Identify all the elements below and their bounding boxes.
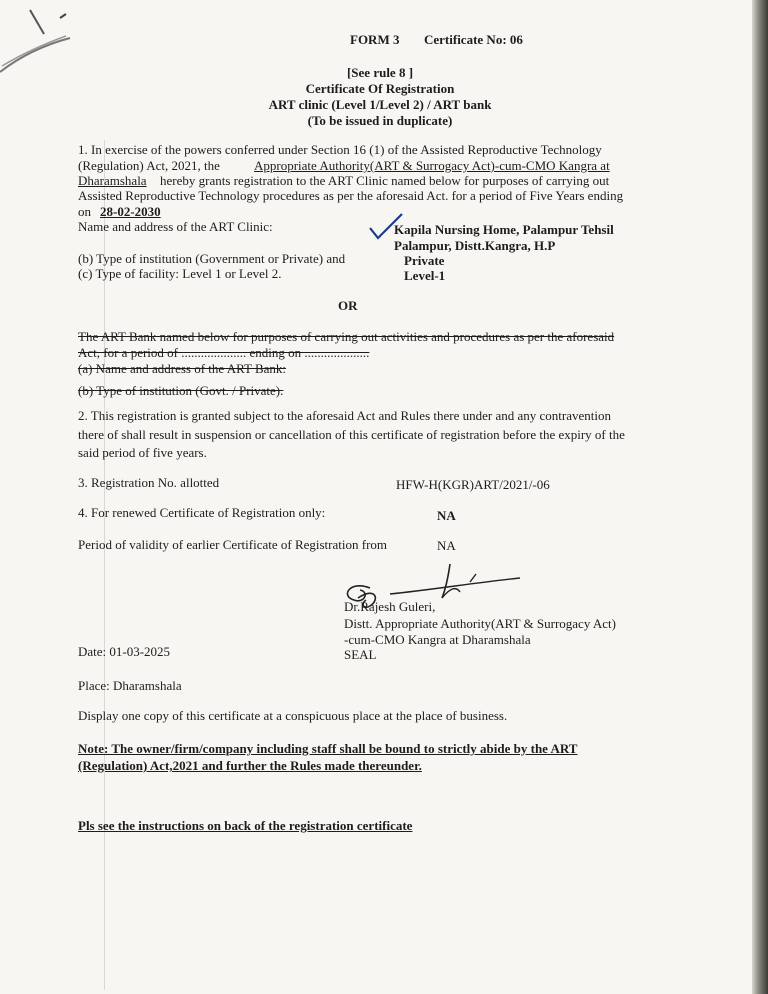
registration-label: 3. Registration No. allotted [78, 475, 220, 490]
appropriate-authority: Appropriate Authority(ART & Surrogacy Act)-cum-CMO Kangra at [254, 158, 610, 173]
issue-place: Place: Dharamshala [78, 678, 182, 693]
staple-mark-icon [0, 0, 90, 90]
scan-edge [752, 0, 768, 994]
para1-line4: Assisted Reproductive Technology procedures as per the aforesaid Act. for a period of Five Years ending [78, 188, 624, 203]
para2-line2: there of shall result in suspension or cancellation of this certificate of registration before the expiry of the [78, 427, 625, 442]
or-label: OR [338, 298, 358, 313]
para1-line5a: on [78, 204, 91, 219]
para1-line2a: (Regulation) Act, 2021, the [78, 158, 220, 173]
signatory-name: Dr.Rajesh Guleri, [344, 599, 436, 614]
art-bank-line1: The ART Bank named below for purposes of carrying out activities and procedures as per the aforesaid [78, 329, 615, 344]
facility-type-value: Level-1 [404, 268, 446, 283]
signatory-office: -cum-CMO Kangra at Dharamshala [344, 632, 531, 647]
para2-line1: 2. This registration is granted subject to the aforesaid Act and Rules there under and any contravention [78, 408, 611, 423]
validity-value: NA [437, 538, 456, 553]
para2-line3: said period of five years. [78, 445, 207, 460]
art-bank-line2: Act, for a period of .................... ending on .................... [78, 345, 370, 360]
certificate-title: Certificate Of Registration [305, 81, 455, 96]
rule-reference: [See rule 8 ] [346, 65, 414, 80]
renewal-label: 4. For renewed Certificate of Registration only: [78, 505, 326, 520]
art-bank-line3: (a) Name and address of the ART Bank: [78, 361, 287, 376]
clinic-name-label: Name and address of the ART Clinic: [78, 219, 273, 234]
duplicate-note: (To be issued in duplicate) [307, 113, 453, 128]
institution-type-value: Private [404, 253, 445, 268]
clinic-name-line1: Kapila Nursing Home, Palampur Tehsil [394, 222, 614, 237]
registration-number: HFW-H(KGR)ART/2021/-06 [396, 477, 550, 492]
end-date: 28-02-2030 [100, 204, 161, 219]
form-label: FORM 3 [350, 32, 400, 47]
back-instructions-note: Pls see the instructions on back of the registration certificate [78, 818, 413, 833]
note-line1: Note: The owner/firm/company including staff shall be bound to strictly abide by the ART [78, 741, 578, 756]
facility-type-label: (c) Type of facility: Level 1 or Level 2. [78, 266, 282, 281]
para1-line1: 1. In exercise of the powers conferred under Section 16 (1) of the Assisted Reproductive Technology [78, 142, 602, 157]
renewal-value: NA [437, 508, 456, 523]
certificate-subtitle: ART clinic (Level 1/Level 2) / ART bank [268, 97, 492, 112]
display-instruction: Display one copy of this certificate at a conspicuous place at the place of business. [78, 708, 508, 723]
validity-label: Period of validity of earlier Certificate of Registration from [78, 537, 388, 552]
issue-date: Date: 01-03-2025 [78, 644, 171, 659]
note-line2: (Regulation) Act,2021 and further the Rules made thereunder. [78, 758, 422, 773]
seal-label: SEAL [344, 647, 377, 662]
clinic-name-line2: Palampur, Distt.Kangra, H.P [394, 238, 556, 253]
certificate-number: Certificate No: 06 [424, 32, 523, 47]
para1-line3a: Dharamshala [78, 173, 147, 188]
art-bank-line4: (b) Type of institution (Govt. / Private). [78, 383, 284, 398]
para1-line3b: hereby grants registration to the ART Clinic named below for purposes of carrying out [160, 173, 610, 188]
signatory-designation: Distt. Appropriate Authority(ART & Surrogacy Act) [344, 616, 616, 631]
institution-type-label: (b) Type of institution (Government or Private) and [78, 251, 346, 266]
